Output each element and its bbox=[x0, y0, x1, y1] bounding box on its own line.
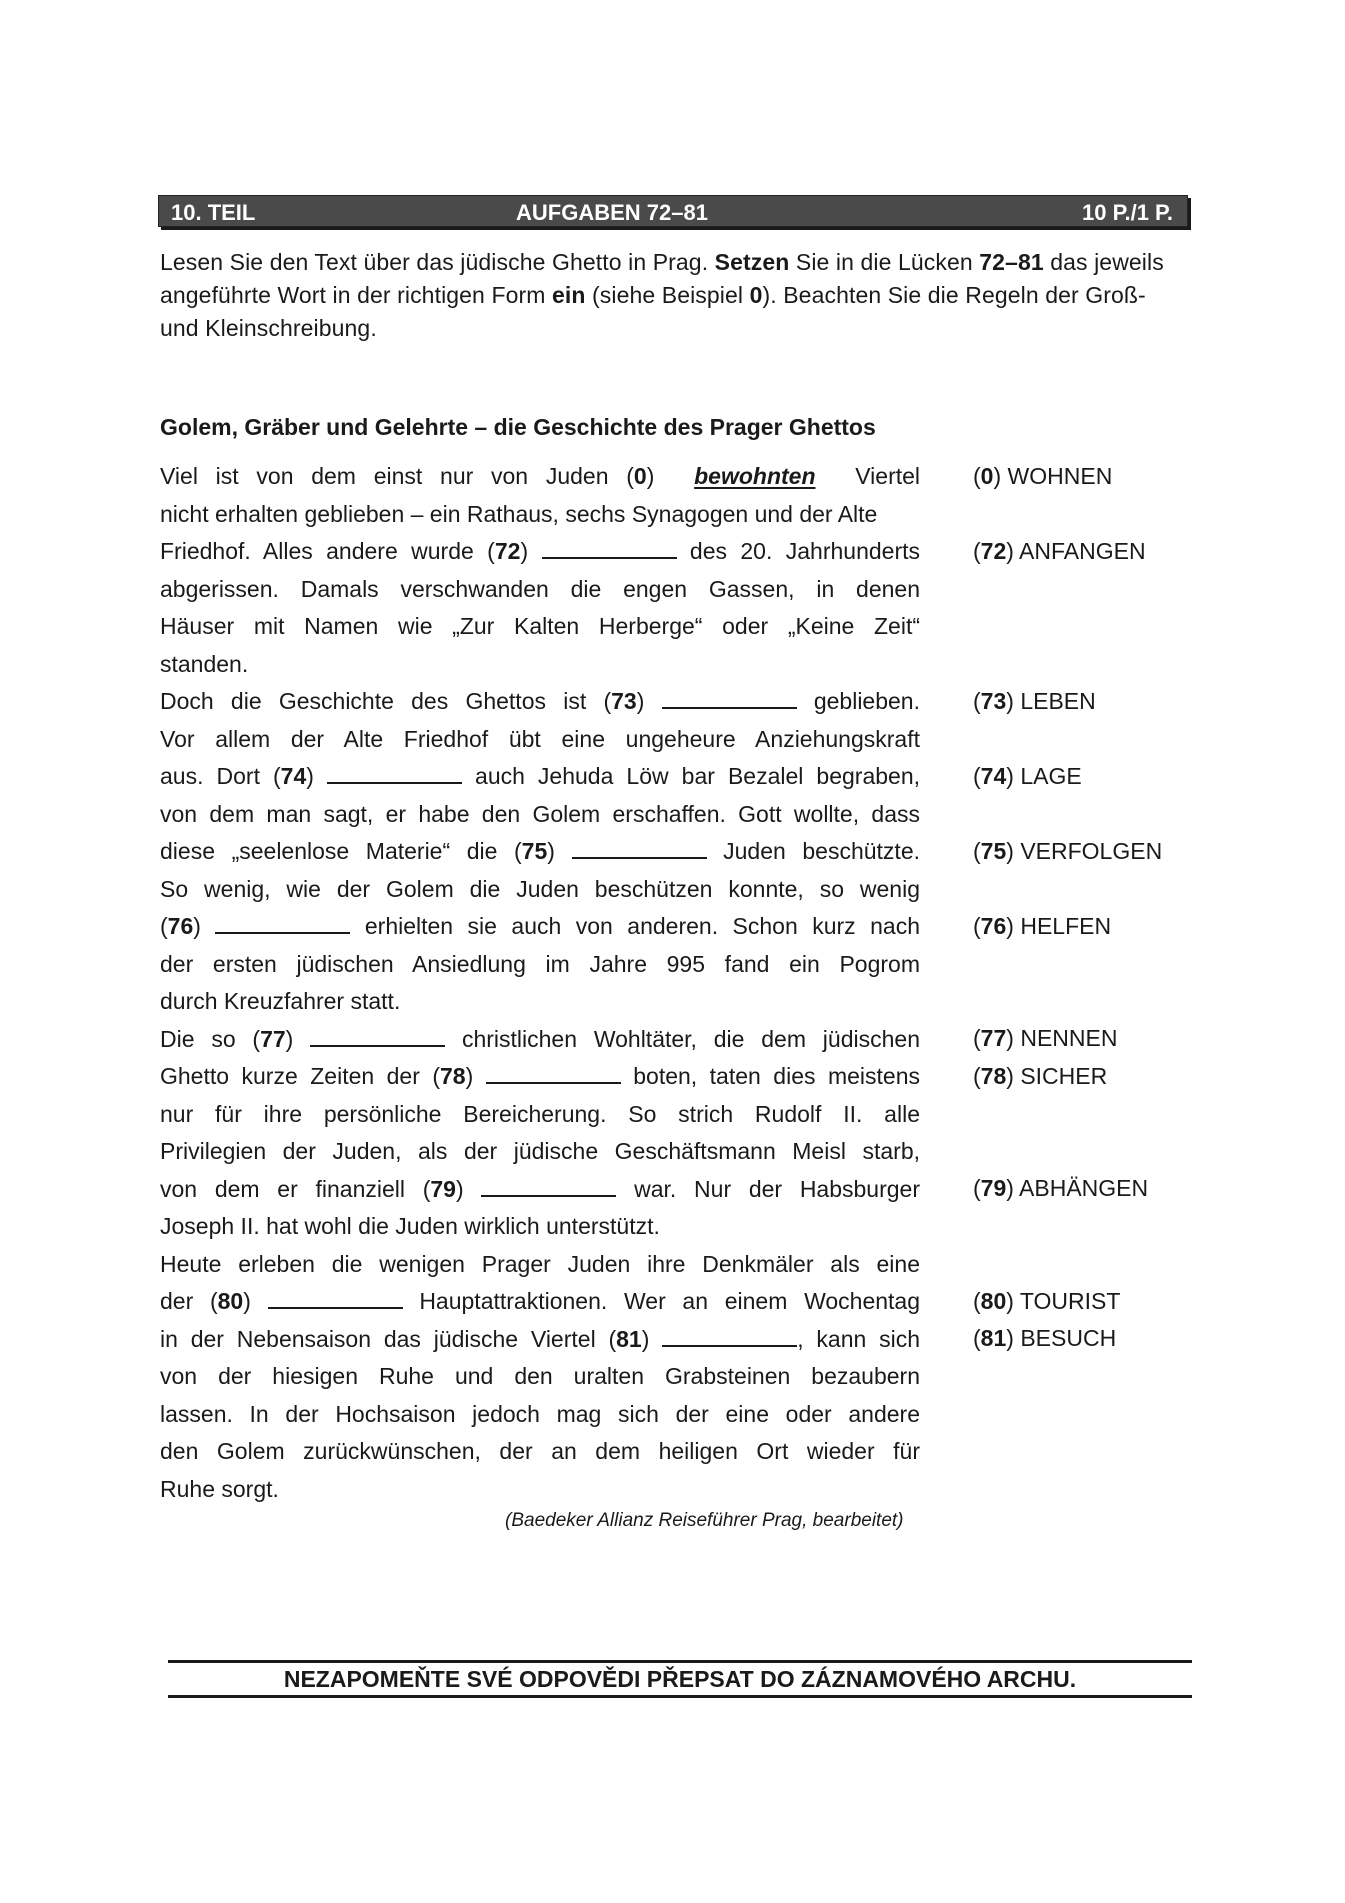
text-line: lassen. In der Hochsaison jedoch mag sich der eine oder andere bbox=[160, 1400, 920, 1427]
instr-bold: ein bbox=[552, 282, 586, 308]
text-line: diese „seelenlose Materie“ die (75) Juden beschützte. bbox=[160, 838, 920, 864]
text-line: in der Nebensaison das jüdische Viertel (81) , kann sich bbox=[160, 1325, 920, 1352]
text-line: von der hiesigen Ruhe und den uralten Grabsteinen bezaubern bbox=[160, 1363, 920, 1389]
instr-bold: 0 bbox=[749, 282, 763, 308]
answer-blank-76[interactable] bbox=[215, 912, 350, 934]
answer-blank-79[interactable] bbox=[481, 1175, 616, 1197]
source-citation: (Baedeker Allianz Reiseführer Prag, bearbeitet) bbox=[505, 1510, 904, 1531]
article-text bbox=[160, 458, 920, 1508]
keyword-item: (77) NENNEN bbox=[973, 1025, 1118, 1051]
instr-text: das jeweils angeführte Wort in der richtigen Form bbox=[160, 249, 1164, 308]
text-line: Die so (77) christlichen Wohltäter, die dem jüdischen bbox=[160, 1025, 920, 1052]
keyword-item: (78) SICHER bbox=[973, 1063, 1108, 1089]
answer-blank-81[interactable] bbox=[662, 1325, 797, 1347]
answer-blank-73[interactable] bbox=[662, 687, 797, 709]
answer-blank-75[interactable] bbox=[572, 837, 707, 859]
text-line: der ersten jüdischen Ansiedlung im Jahre 995 fand ein Pogrom bbox=[160, 950, 920, 977]
text-line: Ruhe sorgt. bbox=[160, 1475, 279, 1502]
reminder-banner: NEZAPOMEŇTE SVÉ ODPOVĚDI PŘEPSAT DO ZÁZNAMOVÉHO ARCHU. bbox=[168, 1660, 1192, 1698]
part-label: 10. TEIL bbox=[171, 200, 256, 225]
answer-blank-77[interactable] bbox=[310, 1025, 445, 1047]
example-answer: bewohnten bbox=[694, 463, 816, 489]
text-line: nur für ihre persönliche Bereicherung. So strich Rudolf II. alle bbox=[160, 1100, 920, 1127]
instr-text: Lesen Sie den Text über das jüdische Ghetto in Prag. bbox=[160, 249, 715, 275]
text-line: durch Kreuzfahrer statt. bbox=[160, 988, 401, 1014]
text-line: von dem man sagt, er habe den Golem erschaffen. Gott wollte, dass bbox=[160, 800, 920, 827]
text-line: Vor allem der Alte Friedhof übt eine ungeheure Anziehungskraft bbox=[160, 725, 920, 752]
keyword-item: (76) HELFEN bbox=[973, 913, 1112, 939]
points-label: 10 P./1 P. bbox=[1082, 200, 1173, 225]
text-line: Privilegien der Juden, als der jüdische Geschäftsmann Meisl starb, bbox=[160, 1138, 920, 1164]
text-line: (76) erhielten sie auch von anderen. Schon kurz nach bbox=[160, 913, 921, 939]
text-line: Ghetto kurze Zeiten der (78) boten, taten dies meistens bbox=[160, 1063, 920, 1089]
keyword-item: (81) BESUCH bbox=[973, 1325, 1117, 1351]
keyword-item: (79) ABHÄNGEN bbox=[973, 1175, 1149, 1201]
section-header-bar bbox=[158, 195, 1188, 227]
text-line: aus. Dort (74) auch Jehuda Löw bar Bezalel begraben, bbox=[160, 763, 921, 789]
text-line: Häuser mit Namen wie „Zur Kalten Herberge“ oder „Keine Zeit“ bbox=[160, 613, 920, 639]
text-line: den Golem zurückwünschen, der an dem heiligen Ort wieder für bbox=[160, 1438, 920, 1464]
answer-blank-78[interactable] bbox=[486, 1062, 621, 1084]
text-line: Friedhof. Alles andere wurde (72) des 20. Jahrhunderts bbox=[160, 538, 921, 564]
article-title: Golem, Gräber und Gelehrte – die Geschichte des Prager Ghettos bbox=[160, 414, 876, 440]
text-line: So wenig, wie der Golem die Juden beschützen konnte, so wenig bbox=[160, 875, 920, 902]
text-line: Viel ist von dem einst nur von Juden (0) bewohnten Viertel bbox=[160, 463, 921, 489]
instr-text: (siehe Beispiel bbox=[585, 282, 750, 308]
text-line: der (80) Hauptattraktionen. Wer an einem Wochentag bbox=[160, 1288, 921, 1314]
answer-blank-72[interactable] bbox=[542, 537, 677, 559]
instructions bbox=[160, 246, 1190, 345]
instr-text: Sie in die Lücken bbox=[789, 249, 980, 275]
keyword-item: (74) LAGE bbox=[973, 763, 1082, 789]
text-line: Doch die Geschichte des Ghettos ist (73) geblieben. bbox=[160, 688, 920, 714]
keyword-item: (80) TOURIST bbox=[973, 1288, 1121, 1314]
text-line: Joseph II. hat wohl die Juden wirklich unterstützt. bbox=[160, 1213, 660, 1239]
keyword-item: (73) LEBEN bbox=[973, 688, 1096, 714]
keyword-item: (72) ANFANGEN bbox=[973, 538, 1146, 564]
answer-blank-80[interactable] bbox=[268, 1287, 403, 1309]
instr-bold: 72–81 bbox=[979, 249, 1044, 275]
instr-bold: Setzen bbox=[714, 249, 790, 275]
text-line: nicht erhalten geblieben – ein Rathaus, sechs Synagogen und der Alte bbox=[160, 500, 878, 527]
text-line: Heute erleben die wenigen Prager Juden ihre Denkmäler als eine bbox=[160, 1250, 920, 1277]
keyword-item: (0) WOHNEN bbox=[973, 463, 1113, 489]
instr-text: ). Beachten Sie die Regeln der Groß- und Kleinschreibung. bbox=[160, 282, 1146, 341]
answer-blank-74[interactable] bbox=[327, 762, 462, 784]
tasks-label: AUFGABEN 72–81 bbox=[516, 200, 708, 225]
text-line: standen. bbox=[160, 650, 249, 677]
text-line: von dem er finanziell (79) war. Nur der Habsburger bbox=[160, 1175, 920, 1202]
text-line: abgerissen. Damals verschwanden die engen Gassen, in denen bbox=[160, 575, 920, 602]
keyword-item: (75) VERFOLGEN bbox=[973, 838, 1163, 864]
